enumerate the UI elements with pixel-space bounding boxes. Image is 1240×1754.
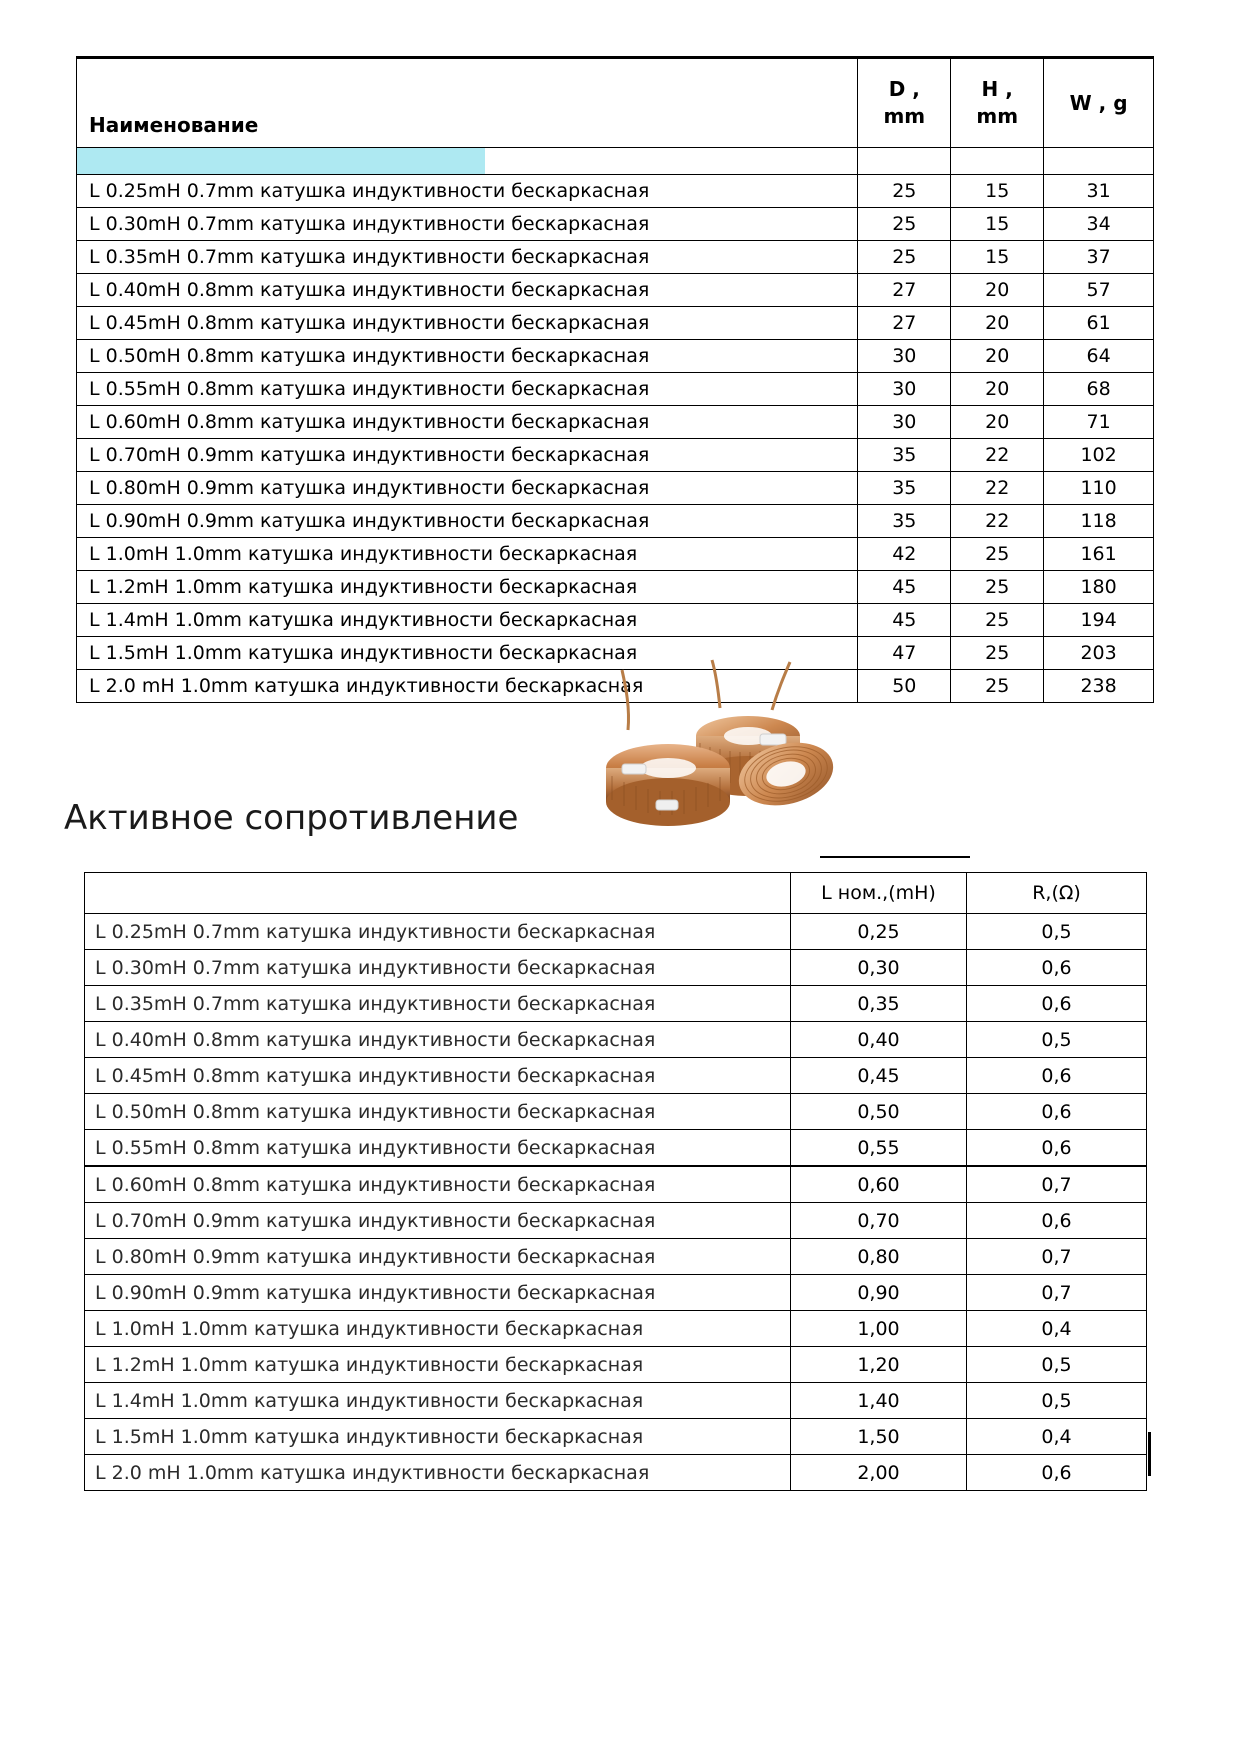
cell-product-name: L 0.50mH 0.8mm катушка индуктивности бескаркасная <box>85 1094 791 1130</box>
cell-height: 22 <box>951 472 1044 505</box>
cell-inductance: 0,45 <box>791 1058 967 1094</box>
table-row <box>85 1239 1147 1275</box>
cell-resistance: 0,4 <box>967 1311 1147 1347</box>
table-row <box>77 472 1154 505</box>
cell-resistance: 0,7 <box>967 1166 1147 1203</box>
cell-height: 15 <box>951 241 1044 274</box>
cell-product-name: L 1.0mH 1.0mm катушка индуктивности бескаркасная <box>77 538 858 571</box>
table-row <box>85 1383 1147 1419</box>
cell-inductance: 0,60 <box>791 1166 967 1203</box>
cell-weight: 194 <box>1044 604 1154 637</box>
cell-product-name: L 0.80mH 0.9mm катушка индуктивности бескаркасная <box>85 1239 791 1275</box>
cell-product-name: L 0.55mH 0.8mm катушка индуктивности бескаркасная <box>85 1130 791 1167</box>
cell-diameter: 27 <box>858 274 951 307</box>
cell-inductance: 0,40 <box>791 1022 967 1058</box>
cell-diameter: 35 <box>858 505 951 538</box>
col-header-weight: W , g <box>1044 59 1154 148</box>
cell-product-name: L 0.40mH 0.8mm катушка индуктивности бескаркасная <box>77 274 858 307</box>
table-row <box>85 1203 1147 1239</box>
cell-weight: 118 <box>1044 505 1154 538</box>
table-row <box>85 1419 1147 1455</box>
cell-weight: 57 <box>1044 274 1154 307</box>
cell-weight: 203 <box>1044 637 1154 670</box>
cell-weight: 68 <box>1044 373 1154 406</box>
cell-product-name: L 0.90mH 0.9mm катушка индуктивности бескаркасная <box>85 1275 791 1311</box>
resistance-table-container <box>84 872 1146 1491</box>
col-header-resistance: R,(Ω) <box>967 873 1147 914</box>
table-row <box>85 1347 1147 1383</box>
table-row <box>85 1166 1147 1203</box>
cell-resistance: 0,5 <box>967 1347 1147 1383</box>
cell-height: 25 <box>951 637 1044 670</box>
table-row <box>77 208 1154 241</box>
specs-table-container <box>76 58 1154 703</box>
cell-resistance: 0,5 <box>967 1022 1147 1058</box>
table-row <box>77 538 1154 571</box>
table-header-row <box>77 59 1154 148</box>
col-header-inductance: L ном.,(mH) <box>791 873 967 914</box>
table-row <box>85 1311 1147 1347</box>
highlight-band <box>77 148 485 174</box>
table-row <box>85 1058 1147 1094</box>
table-row <box>77 439 1154 472</box>
col-header-name: Наименование <box>77 59 858 148</box>
cell-diameter: 30 <box>858 340 951 373</box>
cell-resistance: 0,6 <box>967 986 1147 1022</box>
cell-diameter: 35 <box>858 439 951 472</box>
table-row <box>85 1275 1147 1311</box>
cell-product-name: L 0.30mH 0.7mm катушка индуктивности бескаркасная <box>85 950 791 986</box>
cell-diameter: 42 <box>858 538 951 571</box>
cell-inductance: 0,90 <box>791 1275 967 1311</box>
cell-inductance: 1,00 <box>791 1311 967 1347</box>
cell-resistance: 0,5 <box>967 1383 1147 1419</box>
col-header-diameter-line1: D , <box>888 77 920 101</box>
cell-product-name: L 0.35mH 0.7mm катушка индуктивности бескаркасная <box>77 241 858 274</box>
table-row <box>85 1094 1147 1130</box>
cell-weight: 31 <box>1044 175 1154 208</box>
cell-height: 15 <box>951 175 1044 208</box>
table-row <box>85 1455 1147 1491</box>
cell-product-name: L 1.5mH 1.0mm катушка индуктивности бескаркасная <box>85 1419 791 1455</box>
cell-resistance: 0,7 <box>967 1275 1147 1311</box>
table-row <box>77 340 1154 373</box>
cell-product-name: L 1.2mH 1.0mm катушка индуктивности бескаркасная <box>77 571 858 604</box>
table-header-row <box>85 873 1147 914</box>
cell-product-name: L 2.0 mH 1.0mm катушка индуктивности бескаркасная <box>85 1455 791 1491</box>
col-header-diameter <box>858 59 951 148</box>
cell-height: 22 <box>951 505 1044 538</box>
cell-product-name: L 0.40mH 0.8mm катушка индуктивности бескаркасная <box>85 1022 791 1058</box>
cell-height: 20 <box>951 406 1044 439</box>
highlight-band-row <box>77 148 1154 175</box>
cell-height: 25 <box>951 604 1044 637</box>
resistance-table-body <box>85 914 1147 1491</box>
table-row <box>77 571 1154 604</box>
cell-inductance: 0,70 <box>791 1203 967 1239</box>
table-row <box>77 307 1154 340</box>
cell-height: 15 <box>951 208 1044 241</box>
cell-diameter: 30 <box>858 406 951 439</box>
table-row <box>85 986 1147 1022</box>
cell-weight: 61 <box>1044 307 1154 340</box>
specs-table-body <box>77 148 1154 703</box>
cell-inductance: 0,55 <box>791 1130 967 1167</box>
cell-height: 20 <box>951 274 1044 307</box>
cell-inductance: 0,30 <box>791 950 967 986</box>
cell-product-name: L 0.45mH 0.8mm катушка индуктивности бескаркасная <box>85 1058 791 1094</box>
table-row <box>77 274 1154 307</box>
table-row <box>85 914 1147 950</box>
table-row <box>77 505 1154 538</box>
cell-product-name: L 0.70mH 0.9mm катушка индуктивности бескаркасная <box>85 1203 791 1239</box>
cell-inductance: 1,40 <box>791 1383 967 1419</box>
table-row <box>85 950 1147 986</box>
cell-weight: 161 <box>1044 538 1154 571</box>
cell-diameter: 45 <box>858 571 951 604</box>
cell-height: 20 <box>951 307 1044 340</box>
cell-product-name: L 0.50mH 0.8mm катушка индуктивности бескаркасная <box>77 340 858 373</box>
table-row <box>77 406 1154 439</box>
cell-inductance: 1,50 <box>791 1419 967 1455</box>
cell-weight: 71 <box>1044 406 1154 439</box>
cell-diameter: 25 <box>858 175 951 208</box>
cell-resistance: 0,5 <box>967 914 1147 950</box>
col-header-height <box>951 59 1044 148</box>
table-row <box>85 1130 1147 1167</box>
cell-weight: 37 <box>1044 241 1154 274</box>
cell-product-name: L 1.4mH 1.0mm катушка индуктивности бескаркасная <box>85 1383 791 1419</box>
cell-height: 22 <box>951 439 1044 472</box>
cell-weight: 238 <box>1044 670 1154 703</box>
cell-product-name: L 0.60mH 0.8mm катушка индуктивности бескаркасная <box>77 406 858 439</box>
cell-product-name: L 1.4mH 1.0mm катушка индуктивности бескаркасная <box>77 604 858 637</box>
table-row <box>77 604 1154 637</box>
cell-diameter: 45 <box>858 604 951 637</box>
cell-product-name: L 0.25mH 0.7mm катушка индуктивности бескаркасная <box>77 175 858 208</box>
highlight-band-spacer <box>858 148 951 175</box>
col-header-height-line2: mm <box>976 104 1019 128</box>
cell-diameter: 50 <box>858 670 951 703</box>
cell-weight: 180 <box>1044 571 1154 604</box>
specs-table <box>76 58 1154 703</box>
cell-height: 25 <box>951 538 1044 571</box>
table-row <box>77 175 1154 208</box>
table-row <box>77 373 1154 406</box>
specs-table-head <box>77 59 1154 148</box>
cell-inductance: 0,35 <box>791 986 967 1022</box>
cell-resistance: 0,7 <box>967 1239 1147 1275</box>
resistance-table-head <box>85 873 1147 914</box>
cell-product-name: L 0.60mH 0.8mm катушка индуктивности бескаркасная <box>85 1166 791 1203</box>
cell-height: 25 <box>951 571 1044 604</box>
cell-resistance: 0,6 <box>967 950 1147 986</box>
cell-resistance: 0,6 <box>967 1130 1147 1167</box>
highlight-band-spacer <box>1044 148 1154 175</box>
cell-diameter: 25 <box>858 241 951 274</box>
cell-height: 20 <box>951 340 1044 373</box>
cell-product-name: L 0.80mH 0.9mm катушка индуктивности бескаркасная <box>77 472 858 505</box>
cell-diameter: 27 <box>858 307 951 340</box>
table-row <box>77 241 1154 274</box>
cell-product-name: L 0.35mH 0.7mm катушка индуктивности бескаркасная <box>85 986 791 1022</box>
section-title: Активное сопротивление <box>64 798 519 838</box>
resistance-table <box>84 872 1147 1491</box>
cell-product-name: L 0.70mH 0.9mm катушка индуктивности бескаркасная <box>77 439 858 472</box>
cell-diameter: 25 <box>858 208 951 241</box>
inductor-coils-photo <box>560 648 860 838</box>
cell-inductance: 0,25 <box>791 914 967 950</box>
cell-diameter: 30 <box>858 373 951 406</box>
cell-weight: 64 <box>1044 340 1154 373</box>
col-header-height-line1: H , <box>981 77 1013 101</box>
col-header-blank <box>85 873 791 914</box>
stray-line-top <box>820 856 970 858</box>
cell-weight: 34 <box>1044 208 1154 241</box>
cell-product-name: L 1.2mH 1.0mm катушка индуктивности бескаркасная <box>85 1347 791 1383</box>
cell-product-name: L 0.30mH 0.7mm катушка индуктивности бескаркасная <box>77 208 858 241</box>
cell-resistance: 0,6 <box>967 1455 1147 1491</box>
cell-diameter: 47 <box>858 637 951 670</box>
cell-product-name: L 2.0 mH 1.0mm катушка индуктивности бескаркасная <box>77 670 858 703</box>
cell-inductance: 2,00 <box>791 1455 967 1491</box>
cell-product-name: L 0.90mH 0.9mm катушка индуктивности бескаркасная <box>77 505 858 538</box>
cell-resistance: 0,6 <box>967 1094 1147 1130</box>
col-header-diameter-line2: mm <box>883 104 926 128</box>
cell-resistance: 0,6 <box>967 1203 1147 1239</box>
cell-diameter: 35 <box>858 472 951 505</box>
cell-height: 20 <box>951 373 1044 406</box>
cell-product-name: L 1.0mH 1.0mm катушка индуктивности бескаркасная <box>85 1311 791 1347</box>
cell-product-name: L 0.25mH 0.7mm катушка индуктивности бескаркасная <box>85 914 791 950</box>
cell-weight: 110 <box>1044 472 1154 505</box>
cell-product-name: L 1.5mH 1.0mm катушка индуктивности бескаркасная <box>77 637 858 670</box>
cell-inductance: 0,50 <box>791 1094 967 1130</box>
stray-line-right <box>1148 1432 1151 1476</box>
cell-weight: 102 <box>1044 439 1154 472</box>
cell-height: 25 <box>951 670 1044 703</box>
cell-inductance: 1,20 <box>791 1347 967 1383</box>
table-row <box>85 1022 1147 1058</box>
cell-resistance: 0,4 <box>967 1419 1147 1455</box>
coils-illustration <box>560 648 860 838</box>
highlight-band-cell <box>77 148 858 175</box>
cell-product-name: L 0.55mH 0.8mm катушка индуктивности бескаркасная <box>77 373 858 406</box>
cell-inductance: 0,80 <box>791 1239 967 1275</box>
cell-product-name: L 0.45mH 0.8mm катушка индуктивности бескаркасная <box>77 307 858 340</box>
cell-resistance: 0,6 <box>967 1058 1147 1094</box>
highlight-band-spacer <box>951 148 1044 175</box>
